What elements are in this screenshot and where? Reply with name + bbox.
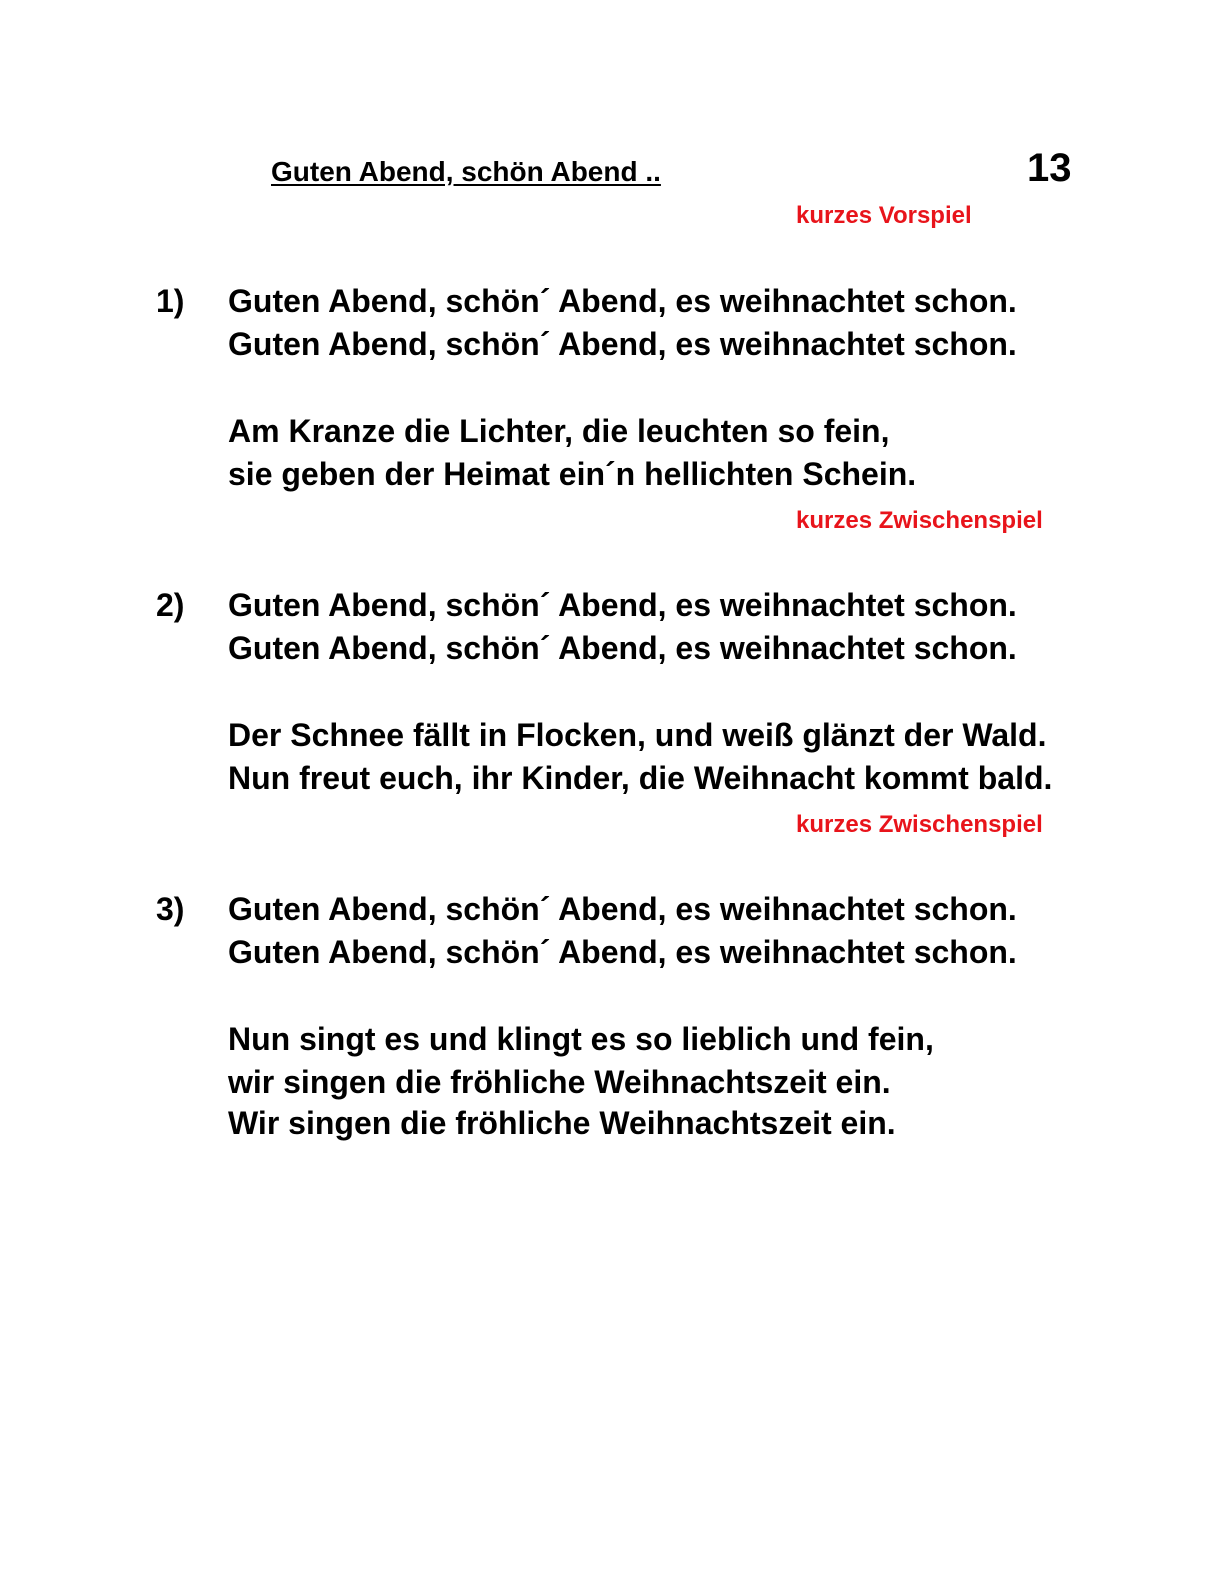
verse-1-line-3: Am Kranze die Lichter, die leuchten so fein, <box>228 413 890 449</box>
verse-2-number: 2) <box>156 587 185 623</box>
page-number: 13 <box>1027 146 1072 190</box>
verse-3-line-5: Wir singen die fröhliche Weihnachtszeit ein. <box>228 1105 896 1141</box>
verse-1-line-4: sie geben der Heimat ein´n hellichten Schein. <box>228 456 917 492</box>
song-title: Guten Abend, schön Abend .. <box>271 156 661 187</box>
verse-2-line-1: Guten Abend, schön´ Abend, es weihnachtet schon. <box>228 587 1017 623</box>
cue-prelude: kurzes Vorspiel <box>796 202 972 229</box>
verse-3-number: 3) <box>156 891 185 927</box>
verse-3-line-2: Guten Abend, schön´ Abend, es weihnachtet schon. <box>228 934 1017 970</box>
verse-3-line-3: Nun singt es und klingt es so lieblich und fein, <box>228 1021 934 1057</box>
verse-2-cue: kurzes Zwischenspiel <box>796 811 1043 838</box>
verse-3-line-1: Guten Abend, schön´ Abend, es weihnachtet schon. <box>228 891 1017 927</box>
verse-1-number: 1) <box>156 283 185 319</box>
verse-2-line-3: Der Schnee fällt in Flocken, und weiß glänzt der Wald. <box>228 717 1047 753</box>
verse-2-line-2: Guten Abend, schön´ Abend, es weihnachtet schon. <box>228 630 1017 666</box>
verse-2-line-4: Nun freut euch, ihr Kinder, die Weihnacht kommt bald. <box>228 760 1053 796</box>
verse-3-line-4: wir singen die fröhliche Weihnachtszeit ein. <box>228 1064 891 1100</box>
verse-1-line-1: Guten Abend, schön´ Abend, es weihnachtet schon. <box>228 283 1017 319</box>
verse-1-line-2: Guten Abend, schön´ Abend, es weihnachtet schon. <box>228 326 1017 362</box>
verse-1-cue: kurzes Zwischenspiel <box>796 507 1043 534</box>
